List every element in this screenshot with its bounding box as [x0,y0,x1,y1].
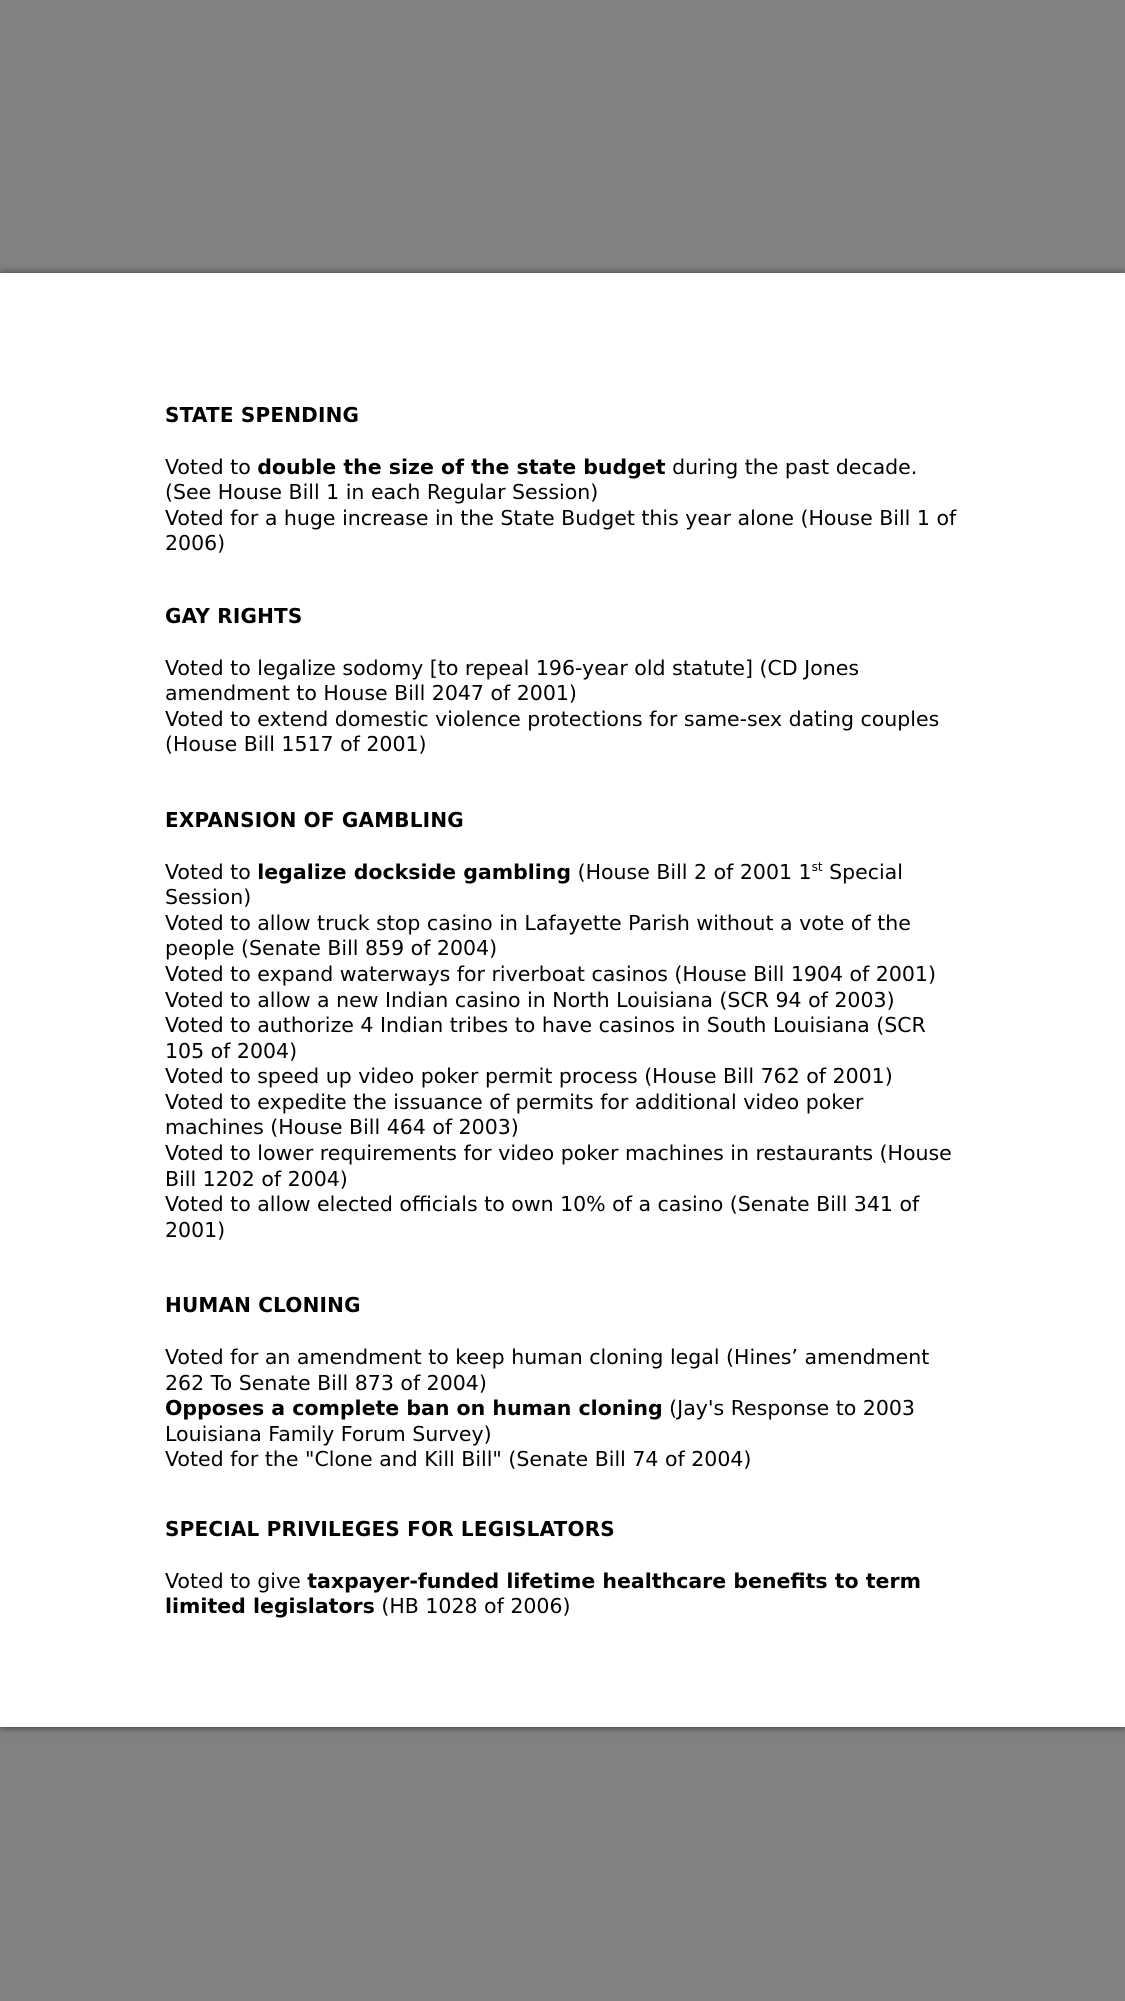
section-gay-rights [165,604,965,758]
document-content [165,403,965,1620]
section-heading: EXPANSION OF GAMBLING [165,807,464,832]
list-item: Voted to extend domestic violence protections for same-sex dating couples (House Bill 1517 of 2001) [165,706,940,757]
list-item: Voted to allow truck stop casino in Lafayette Parish without a vote of the people (Senate Bill 859 of 2004) [165,910,911,961]
item-text: (HB 1028 of 2006) [374,1594,571,1619]
document-page [0,273,1125,1727]
section-special-privileges [165,1517,965,1620]
item-text: (Jay's Response to 2003 Louisiana Family Forum Survey) [165,1396,915,1446]
list-item [165,1396,965,1447]
item-text: Special Session) [165,859,903,910]
list-item: Voted to speed up video poker permit process (House Bill 762 of 2001) [165,1064,893,1089]
section-heading: SPECIAL PRIVILEGES FOR LEGISLATORS [165,1517,615,1541]
list-item: Voted to legalize sodomy [to repeal 196-year old statute] (CD Jones amendment to House Bill 2047 of 2001) [165,655,860,706]
item-bold-text: Opposes a complete ban on human cloning [165,1396,663,1421]
ordinal-suffix: st [811,859,823,874]
list-item: Voted to authorize 4 Indian tribes to have casinos in South Louisiana (SCR 105 of 2004) [165,1013,926,1063]
list-item: Voted to lower requirements for video poker machines in restaurants (House Bill 1202 of 2004) [165,1141,952,1191]
item-bold-text: double the size of the state budget [257,454,666,479]
item-text: Voted to [165,454,258,479]
item-text: Voted to [165,859,258,884]
list-item: Voted to expand waterways for riverboat casinos (House Bill 1904 of 2001) [165,961,936,986]
list-item [165,455,965,506]
list-item: Voted to allow a new Indian casino in North Louisiana (SCR 94 of 2003) [165,987,895,1012]
section-state-spending [165,403,965,557]
item-text: during the past decade. (See House Bill 1 in each Regular Session) [165,454,918,505]
section-expansion-of-gambling [165,808,965,1244]
section-human-cloning [165,1293,965,1473]
item-text: Voted to give [165,1568,308,1593]
list-item: Voted for the "Clone and Kill Bill" (Senate Bill 74 of 2004) [165,1447,752,1472]
list-item: Voted to allow elected officials to own 10% of a casino (Senate Bill 341 of 2001) [165,1192,920,1242]
item-text: (House Bill 2 of 2001 1 [571,859,812,884]
section-heading: STATE SPENDING [165,403,360,427]
list-item [165,1569,965,1620]
list-item: Voted for an amendment to keep human cloning legal (Hines’ amendment 262 To Senate Bill 873 of 2004) [165,1345,930,1395]
list-item: Voted for a huge increase in the State Budget this year alone (House Bill 1 of 2006) [165,505,957,556]
item-bold-text: taxpayer-funded lifetime healthcare benefits to term limited legislators [165,1568,921,1619]
section-heading: HUMAN CLONING [165,1293,361,1318]
list-item [165,860,965,911]
section-heading: GAY RIGHTS [165,603,303,628]
item-bold-text: legalize dockside gambling [257,859,572,884]
list-item: Voted to expedite the issuance of permits for additional video poker machines (House Bill 464 of 2003) [165,1089,864,1140]
